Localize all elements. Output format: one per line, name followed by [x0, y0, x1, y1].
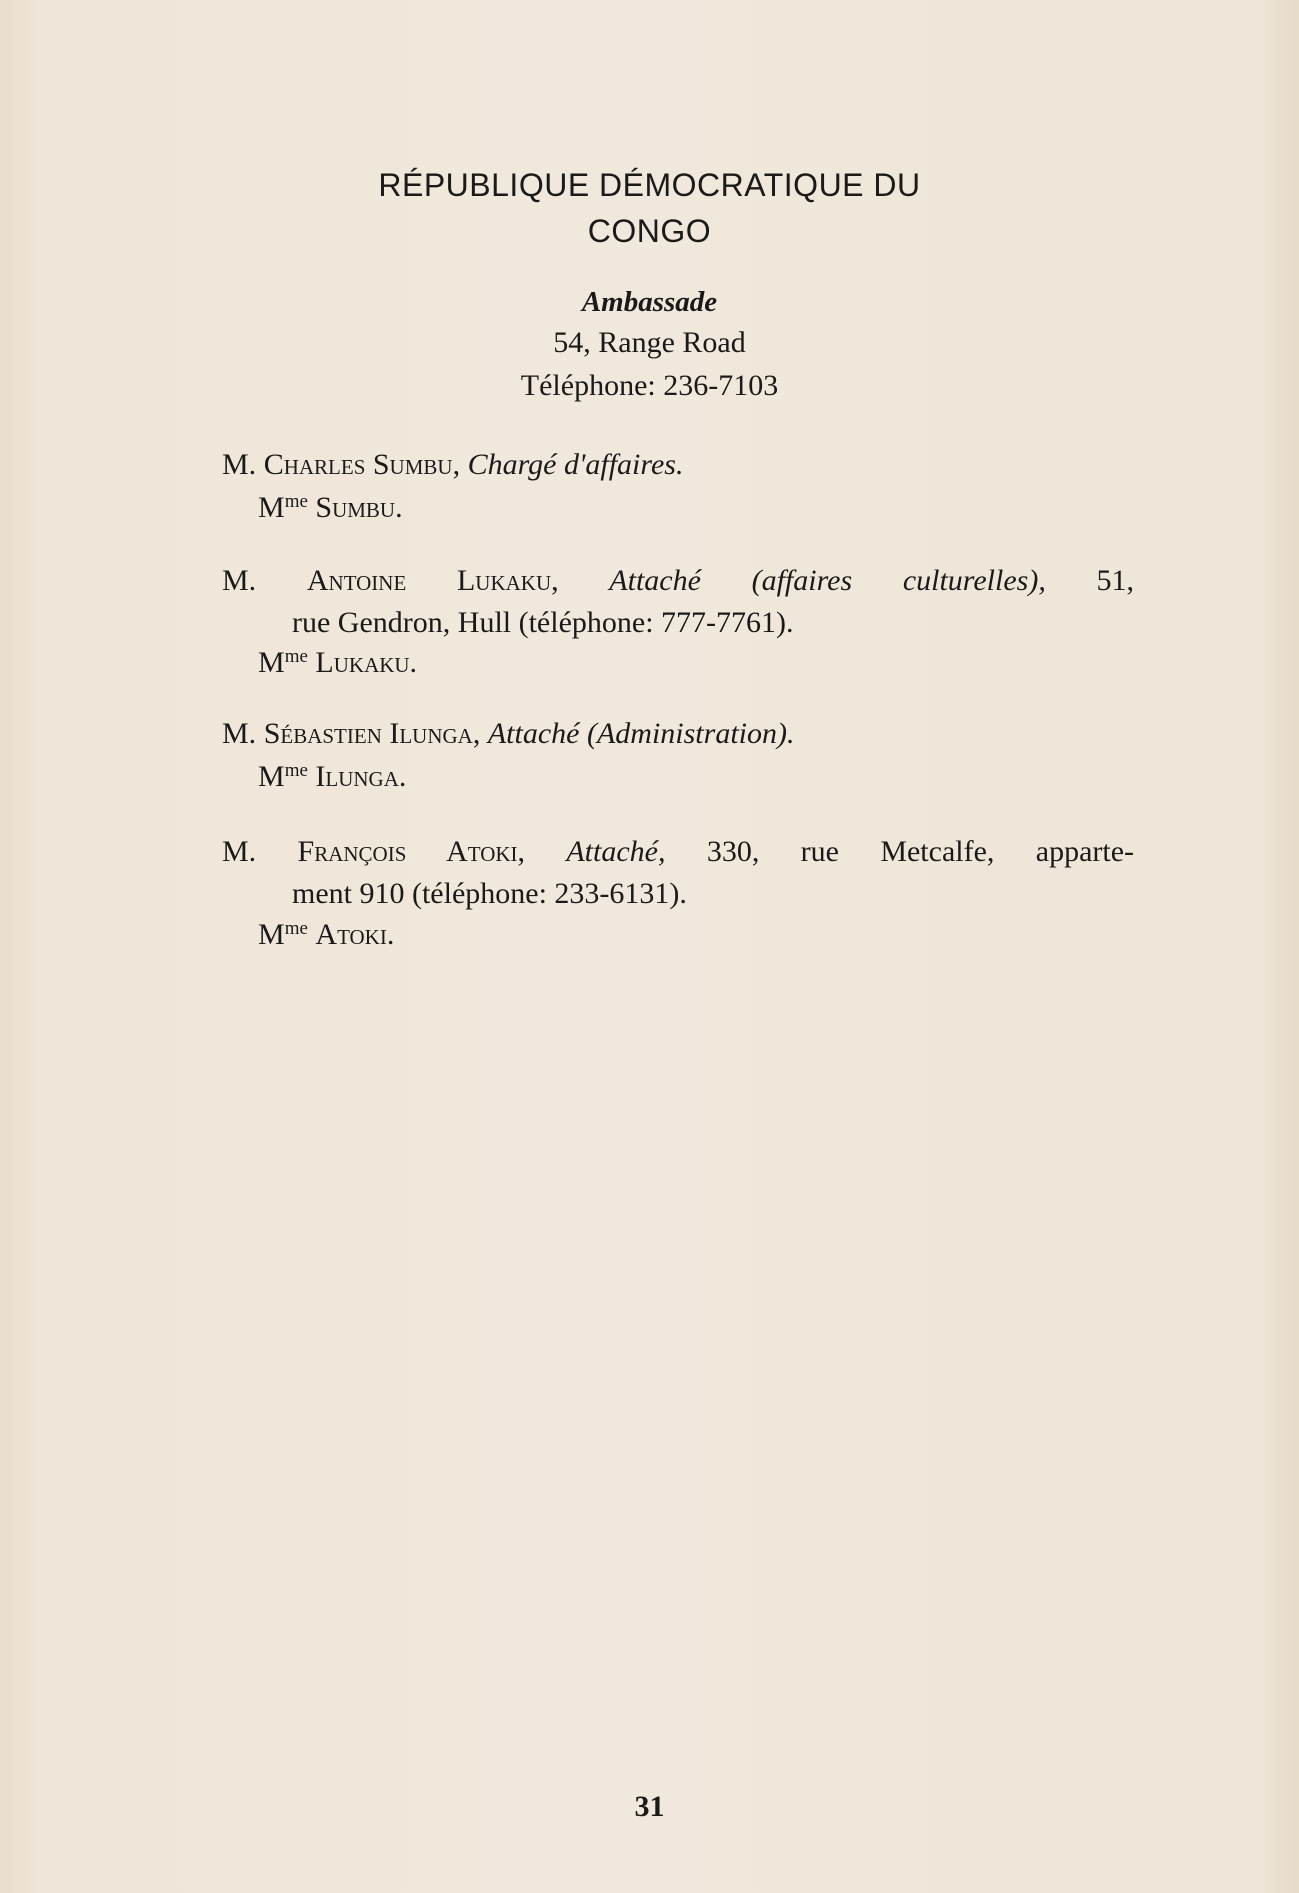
spouse-atoki	[258, 918, 394, 952]
spouse-prefix-sup: me	[284, 646, 308, 667]
spouse-name: Sumbu.	[315, 491, 403, 524]
entry-continuation: rue Gendron, Hull (téléphone: 777-7761).	[292, 606, 794, 639]
spouse-name: Atoki.	[315, 918, 395, 951]
spouse-name: Lukaku.	[315, 646, 418, 679]
staff-entry-sumbu	[222, 444, 1134, 486]
entry-title: Attaché (Administration).	[487, 717, 795, 750]
staff-entry-atoki	[222, 831, 1134, 915]
entry-prefix: M.	[222, 564, 257, 597]
spouse-name: Ilunga.	[315, 760, 407, 793]
entry-name: François Atoki,	[297, 835, 526, 868]
entry-name: Charles Sumbu,	[263, 448, 461, 481]
entry-continuation: ment 910 (téléphone: 233-6131).	[292, 877, 687, 910]
entry-line	[222, 560, 1134, 602]
entry-line	[222, 713, 1134, 755]
entry-name: Sébastien Ilunga,	[263, 717, 481, 750]
entry-line	[222, 444, 1134, 486]
country-title-line-2: CONGO	[587, 213, 712, 249]
spouse-prefix-sup: me	[284, 760, 308, 781]
entry-title: Chargé d'affaires.	[467, 448, 684, 481]
spouse-prefix: M	[258, 760, 285, 793]
country-title-line-1: RÉPUBLIQUE DÉMOCRATIQUE DU	[378, 167, 921, 203]
embassy-phone: Téléphone: 236-7103	[520, 369, 779, 402]
entry-detail: 330, rue Metcalfe, apparte-	[706, 835, 1135, 868]
embassy-label: Ambassade	[581, 286, 718, 318]
spouse-prefix-sup: me	[284, 491, 308, 512]
page-number: 31	[634, 1790, 665, 1823]
spouse-sumbu	[258, 491, 403, 525]
entry-line	[222, 831, 1134, 873]
entry-prefix: M.	[222, 835, 257, 868]
spouse-ilunga	[258, 760, 406, 794]
country-title	[0, 162, 1299, 254]
spouse-lukaku	[258, 646, 417, 680]
entry-title: Attaché (affaires culturelles),	[609, 564, 1046, 597]
entry-prefix: M.	[222, 717, 257, 750]
spouse-prefix: M	[258, 918, 285, 951]
entry-name: Antoine Lukaku,	[306, 564, 559, 597]
entry-detail: 51,	[1096, 564, 1134, 597]
spouse-prefix: M	[258, 491, 285, 524]
entry-prefix: M.	[222, 448, 257, 481]
staff-entry-ilunga	[222, 713, 1134, 755]
spouse-prefix-sup: me	[284, 918, 308, 939]
entry-title: Attaché,	[566, 835, 666, 868]
embassy-address: 54, Range Road	[553, 326, 746, 359]
staff-entry-lukaku	[222, 560, 1134, 644]
spouse-prefix: M	[258, 646, 285, 679]
